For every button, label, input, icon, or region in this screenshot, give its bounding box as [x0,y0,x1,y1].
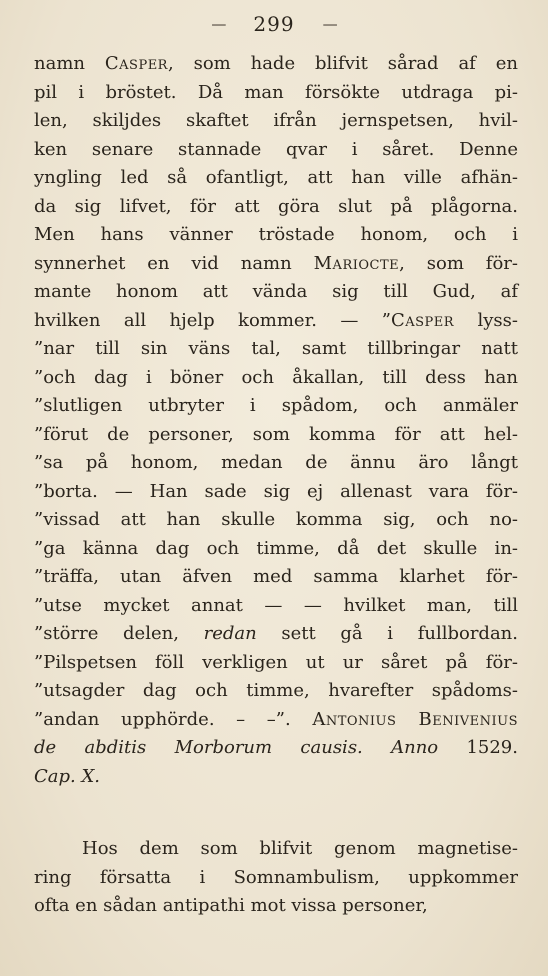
text-line [34,335,518,364]
header-left-mark: — [211,15,226,33]
text-line [34,392,518,421]
text-segment: Men hans vänner tröstade honom, och i [34,224,518,245]
text-segment: hvilken all hjelp kommer. — ” [34,309,391,331]
text-segment: 1529. [438,737,518,758]
text-segment: lyss- [454,309,518,331]
text-line [34,563,518,592]
paragraph-gap [34,791,518,835]
text-segment: ”borta. — Han sade sig ej allenast vara för- [34,480,518,502]
paragraph-2 [34,835,518,921]
text-line [34,535,518,564]
small-caps-name: Mariocte [313,252,400,274]
small-caps-name: Casper [390,309,455,331]
body-text [34,50,518,921]
text-line [34,136,518,165]
text-segment: , som för- [399,252,518,274]
text-line [34,592,518,621]
page-header [0,10,548,38]
text-segment: da sig lifvet, för att göra slut på plågorna. [34,195,518,217]
text-line [34,677,518,706]
text-segment: , som hade blifvit sårad af en [167,53,518,74]
text-segment: ring försatta i Somnambulism, uppkommer [34,866,518,888]
text-segment: ken senare stannade qvar i såret. Denne [34,138,518,160]
text-segment: ”och dag i böner och åkallan, till dess han [34,366,518,388]
text-line [34,221,518,250]
text-line [34,706,518,735]
text-segment: yngling led så ofantligt, att han ville afhän- [34,167,518,188]
small-caps-name: Antonius Benivenius [312,708,518,730]
text-line [34,763,518,792]
text-line [34,620,518,649]
text-line [34,307,518,336]
text-segment: ”andan upphörde. – –”. [34,708,313,730]
text-line [34,164,518,193]
text-line [34,421,518,450]
text-segment: ”Pilspetsen föll verkligen ut ur såret på för- [34,651,518,673]
text-segment: ”slutligen utbryter i spådom, och anmäler [34,395,518,416]
text-line [34,50,518,79]
text-segment: sett gå i fullbordan. [256,623,518,644]
text-line [34,864,518,893]
paragraph-1 [34,50,518,791]
text-line [34,364,518,393]
text-line [34,478,518,507]
text-line [34,506,518,535]
text-segment: ”utsagder dag och timme, hvarefter spådoms- [34,680,518,701]
text-line [34,649,518,678]
small-caps-name: Casper [104,53,168,74]
page-number: 299 [253,12,295,36]
text-line [34,734,518,763]
text-segment: ”vissad att han skulle komma sig, och no- [34,509,518,530]
text-segment: ”större delen, [34,623,204,644]
text-segment: Hos dem som blifvit genom magnetise- [82,838,518,859]
text-segment: ”träffa, utan äfven med samma klarhet för- [34,566,518,587]
text-segment: len, skiljdes skaftet ifrån jernspetsen, hvil- [34,110,518,131]
text-segment: ”förut de personer, som komma för att hel- [34,423,518,445]
text-line [34,79,518,108]
text-segment: ”nar till sin väns tal, samt tillbringar natt [34,338,518,359]
text-line [34,278,518,307]
italic-text: Cap. X. [34,765,101,787]
text-line [34,193,518,222]
text-segment: ofta en sådan antipathi mot vissa personer, [34,895,428,916]
text-segment: ”sa på honom, medan de ännu äro långt [34,452,518,473]
text-line [34,107,518,136]
text-line [34,892,518,921]
text-line [34,449,518,478]
text-segment: synnerhet en vid namn [34,252,314,274]
text-segment: pil i bröstet. Då man försökte utdraga pi- [34,81,518,103]
italic-text: redan [203,623,257,644]
header-right-mark: — [322,15,337,33]
text-segment: namn [34,53,105,74]
text-line [34,835,518,864]
italic-text: de abditis Morborum causis. Anno [34,737,439,758]
text-segment: ”ga känna dag och timme, då det skulle in- [34,537,518,559]
text-segment: mante honom att vända sig till Gud, af [34,281,518,302]
text-segment: ”utse mycket annat — — hvilket man, till [34,594,518,616]
text-line [34,250,518,279]
